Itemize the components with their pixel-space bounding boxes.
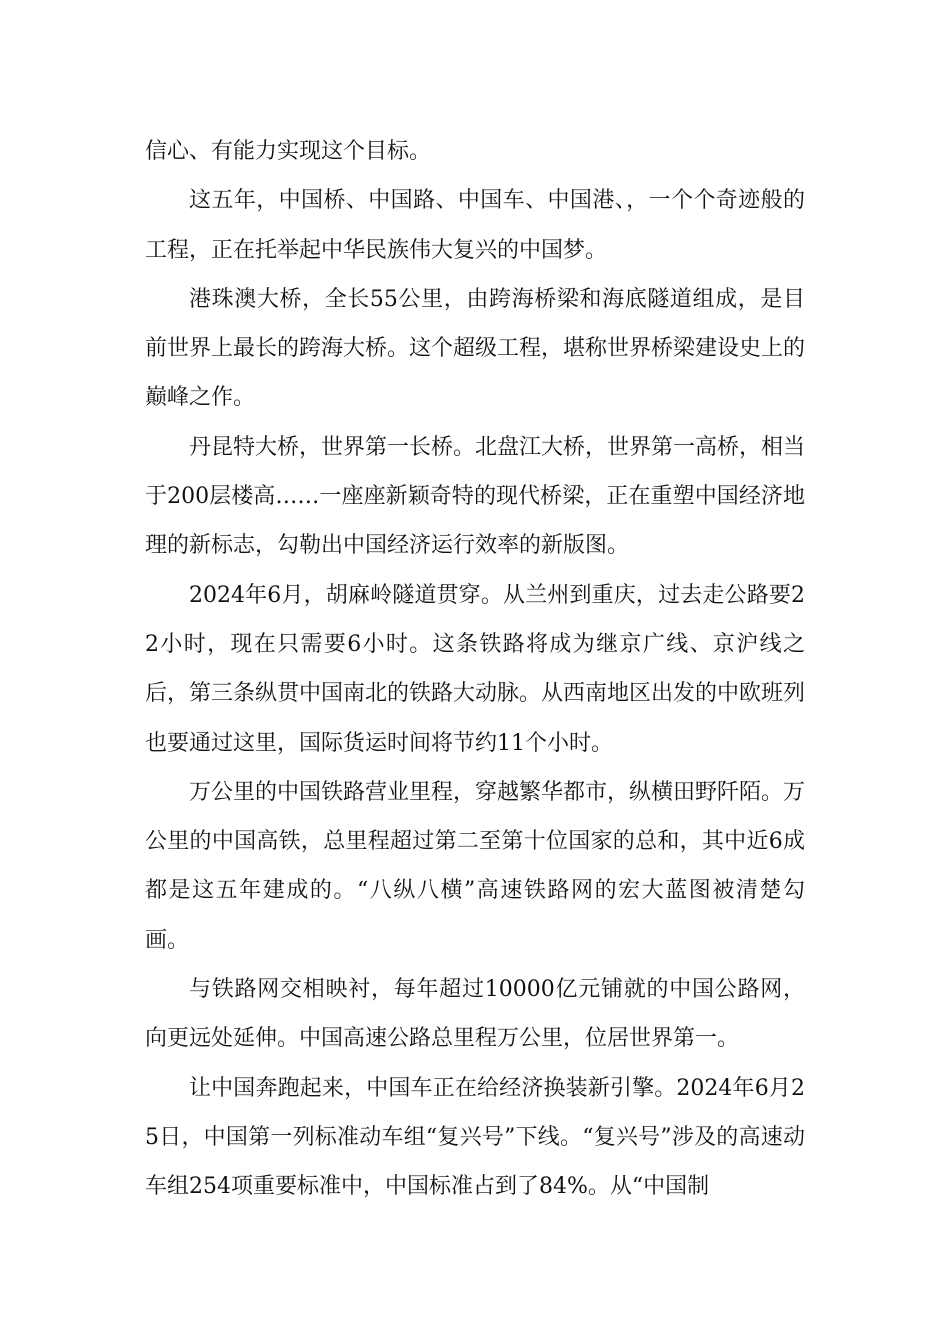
paragraph: 万公里的中国铁路营业里程，穿越繁华都市，纵横田野阡陌。万公里的中国高铁，总里程超过第二至第十位国家的总和，其中近6成都是这五年建成的。“八纵八横”高速铁路网的宏大蓝图被清楚勾画。 bbox=[145, 779, 806, 953]
paragraph: 2024年6月，胡麻岭隧道贯穿。从兰州到重庆，过去走公路要22小时，现在只需要6小时。这条铁路将成为继京广线、京沪线之后，第三条纵贯中国南北的铁路大动脉。从西南地区出发的中欧班列也要通过这里，国际货运时间将节约11个小时。 bbox=[145, 582, 806, 756]
paragraph: 这五年，中国桥、中国路、中国车、中国港、，一个个奇迹般的工程，正在托举起中华民族伟大复兴的中国梦。 bbox=[145, 188, 805, 263]
paragraph: 丹昆特大桥，世界第一长桥。北盘江大桥，世界第一高桥，相当于200层楼高……一座座新颖奇特的现代桥梁，正在重塑中国经济地理的新标志，勾勒出中国经济运行效率的新版图。 bbox=[145, 434, 806, 559]
paragraph-continuation: 信心、有能力实现这个目标。 bbox=[145, 139, 432, 164]
paragraph: 与铁路网交相映衬，每年超过10000亿元铺就的中国公路网，向更远处延伸。中国高速公路总里程万公里，位居世界第一。 bbox=[145, 977, 805, 1052]
paragraph: 港珠澳大桥，全长55公里，由跨海桥梁和海底隧道组成，是目前世界上最长的跨海大桥。这个超级工程，堪称世界桥梁建设史上的巅峰之作。 bbox=[145, 286, 806, 411]
paragraph: 让中国奔跑起来，中国车正在给经济换装新引擎。2024年6月25日，中国第一列标准动车组“复兴号”下线。“复兴号”涉及的高速动车组254项重要标准中，中国标准占到了84%。从“中国制 bbox=[145, 1075, 805, 1200]
body-text bbox=[145, 127, 805, 1212]
